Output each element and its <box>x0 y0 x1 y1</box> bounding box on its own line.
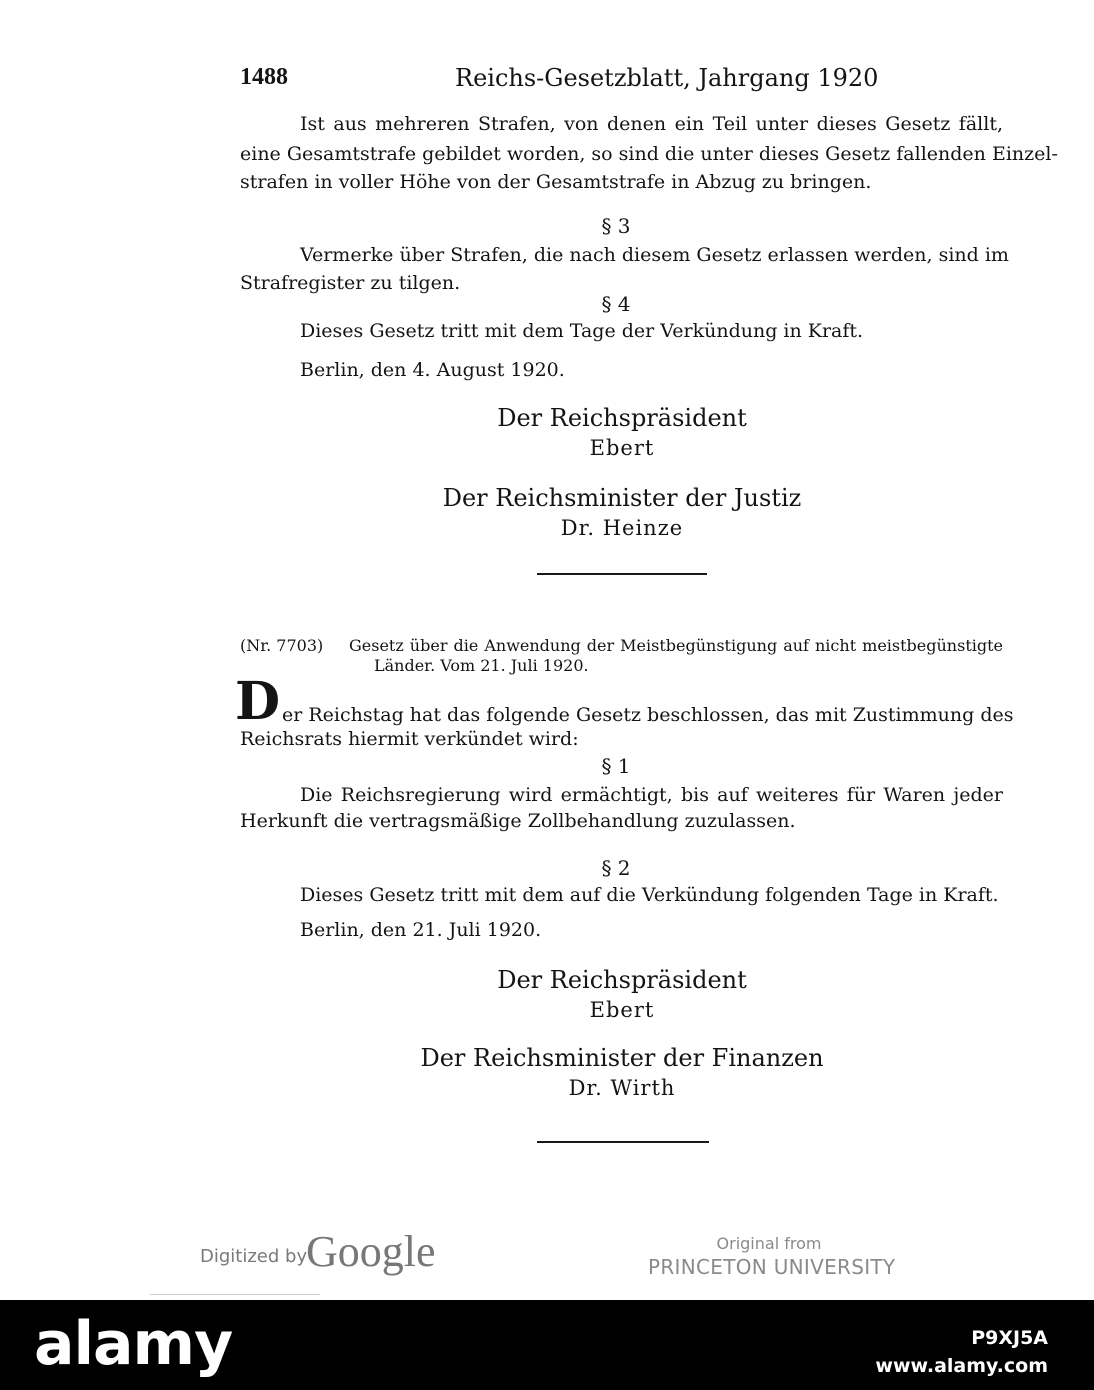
digitized-by-label: Digitized by <box>200 1246 308 1267</box>
law1-date: Berlin, den 4. August 1920. <box>300 359 565 381</box>
princeton-university-label: PRINCETON UNIVERSITY <box>648 1255 896 1279</box>
law1-para1-line1: Ist aus mehreren Strafen, von denen ein Teil unter dieses Gesetz fällt, <box>300 113 1003 135</box>
separator-rule-1 <box>537 573 707 575</box>
google-logo: Google <box>306 1227 436 1276</box>
law1-section-3-line2: Strafregister zu tilgen. <box>240 272 461 294</box>
law2-intro-line1: er Reichstag hat das folgende Gesetz beschlossen, das mit Zustimmung des <box>282 704 1014 726</box>
law1-para1-line3: strafen in voller Höhe von der Gesamtstrafe in Abzug zu bringen. <box>240 171 872 193</box>
law2-date: Berlin, den 21. Juli 1920. <box>300 919 542 941</box>
law2-number: (Nr. 7703) <box>240 636 324 655</box>
law2-signatory-1-name: Ebert <box>589 998 655 1022</box>
law2-section-1-heading: § 1 <box>601 754 631 778</box>
law2-signatory-1-title: Der Reichspräsident <box>497 966 747 994</box>
law1-section-3-heading: § 3 <box>601 214 631 238</box>
law1-section-3-line1: Vermerke über Strafen, die nach diesem Gesetz erlassen werden, sind im <box>300 244 1009 266</box>
law1-section-4-text: Dieses Gesetz tritt mit dem Tage der Verkündung in Kraft. <box>300 320 864 342</box>
law2-section-2-heading: § 2 <box>601 856 631 880</box>
law2-section-2-text: Dieses Gesetz tritt mit dem auf die Verkündung folgenden Tage in Kraft. <box>300 884 999 906</box>
law1-signatory-1-name: Ebert <box>589 436 655 460</box>
law2-dropcap: D <box>235 671 281 732</box>
running-title: Reichs-Gesetzblatt, Jahrgang 1920 <box>455 64 879 92</box>
law1-signatory-2-title: Der Reichsminister der Justiz <box>442 484 802 512</box>
law2-title-line1: Gesetz über die Anwendung der Meistbegünstigung auf nicht meistbegünstigte <box>349 636 1003 655</box>
law2-section-1-line1: Die Reichsregierung wird ermächtigt, bis auf weiteres für Waren jeder <box>300 784 1003 806</box>
law2-signatory-2-name: Dr. Wirth <box>568 1076 676 1100</box>
alamy-logo: alamy <box>34 1309 233 1379</box>
scan-edge-line <box>150 1294 320 1295</box>
law1-section-4-heading: § 4 <box>601 292 631 316</box>
alamy-site-link[interactable]: www.alamy.com <box>875 1355 1048 1377</box>
law2-section-1-line2: Herkunft die vertragsmäßige Zollbehandlung zuzulassen. <box>240 810 796 832</box>
separator-rule-2 <box>537 1141 709 1143</box>
law2-intro-line2: Reichsrats hiermit verkündet wird: <box>240 728 579 750</box>
law2-title-line2: Länder. Vom 21. Juli 1920. <box>374 656 589 675</box>
stock-id: P9XJ5A <box>971 1327 1048 1349</box>
law1-signatory-1-title: Der Reichspräsident <box>497 404 747 432</box>
original-from-label: Original from <box>716 1234 822 1253</box>
law1-para1-line2: eine Gesamtstrafe gebildet worden, so sind die unter dieses Gesetz fallenden Einzel- <box>240 143 1058 165</box>
law2-signatory-2-title: Der Reichsminister der Finanzen <box>420 1044 824 1072</box>
page-number: 1488 <box>240 64 288 90</box>
law1-signatory-2-name: Dr. Heinze <box>560 516 684 540</box>
stock-info <box>875 1324 1048 1380</box>
